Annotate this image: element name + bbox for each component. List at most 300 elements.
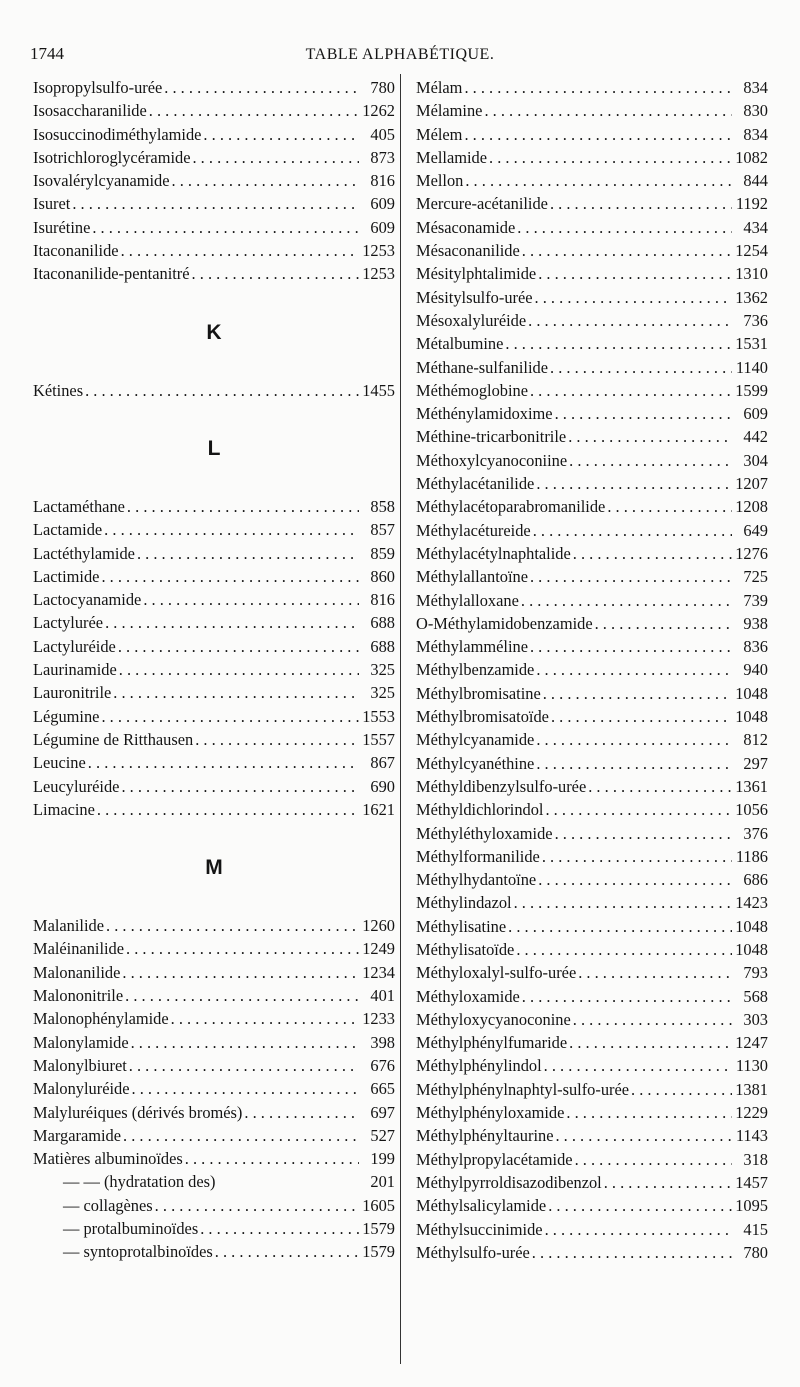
entry-term: Isopropylsulfo-urée [33, 78, 163, 97]
entry-term: — — (hydratation des) [63, 1172, 216, 1192]
entry-term: Méthylpropylacétamide [416, 1149, 573, 1169]
index-entry [33, 192, 395, 215]
index-entry [416, 519, 768, 542]
dot-leader [102, 518, 359, 541]
index-entry [33, 542, 395, 565]
entry-page-number: 665 [370, 1079, 395, 1099]
index-entry [416, 705, 768, 728]
entry-page-number: 736 [743, 310, 768, 330]
index-entry [33, 984, 395, 1007]
dot-leader [553, 402, 732, 425]
index-entry [33, 611, 395, 634]
entry-term: Limacine [33, 799, 95, 819]
entry-page-number: 1048 [735, 916, 768, 936]
dot-leader [183, 1147, 359, 1170]
entry-term: — syntoprotalbinoïdes [63, 1242, 213, 1262]
dot-leader [514, 938, 732, 961]
entry-term: Isosaccharanilide [33, 101, 147, 121]
entry-term: Mélamine [416, 101, 483, 121]
entry-term: Méthylphénylindol [416, 1056, 542, 1076]
index-entry [33, 1007, 395, 1030]
dot-leader [512, 891, 732, 914]
entry-page-number: 1310 [735, 264, 768, 284]
entry-page-number: 816 [370, 590, 395, 610]
index-entry [416, 309, 768, 332]
entry-page-number: 1208 [735, 497, 768, 517]
entry-page-number: 1579 [362, 1218, 395, 1238]
running-title: TABLE ALPHABÉTIQUE. [305, 46, 495, 63]
entry-page-number: 1082 [735, 147, 768, 167]
index-entry [33, 518, 395, 541]
entry-term: Isurétine [33, 217, 91, 237]
index-entry [33, 1077, 395, 1100]
dot-leader [520, 985, 732, 1008]
dot-leader [564, 1101, 732, 1124]
index-entry [416, 216, 768, 239]
dot-leader [95, 798, 359, 821]
dot-leader [462, 76, 732, 99]
dot-leader [534, 472, 732, 495]
index-entry [33, 495, 395, 518]
entry-term: Isuret [33, 194, 71, 214]
index-entry [33, 1054, 395, 1077]
entry-term: Méthénylamidoxime [416, 404, 553, 424]
dot-leader [127, 1054, 359, 1077]
entry-page-number: 649 [743, 520, 768, 540]
entry-page-number: 780 [370, 78, 395, 97]
entry-term: Méthine-tricarbonitrile [416, 427, 567, 447]
entry-term: Malonylamide [33, 1032, 129, 1052]
dot-leader [553, 822, 732, 845]
entry-page-number: 527 [370, 1125, 395, 1145]
entry-page-number: 609 [370, 194, 395, 214]
dot-leader [141, 588, 359, 611]
dot-leader [104, 914, 359, 937]
index-entry [33, 1147, 395, 1170]
index-entry [33, 123, 395, 146]
page-number: 1744 [30, 44, 64, 63]
dot-leader [515, 216, 732, 239]
dot-leader [526, 309, 732, 332]
index-entry [33, 76, 395, 99]
index-entry [33, 705, 395, 728]
dot-leader [503, 332, 732, 355]
entry-page-number: 1095 [735, 1196, 768, 1216]
index-entry [33, 681, 395, 704]
dot-leader [520, 239, 732, 262]
entry-page-number: 1249 [362, 939, 395, 959]
entry-term: Méthylbromisatoïde [416, 707, 549, 727]
entry-page-number: 938 [743, 613, 768, 633]
entry-term: Laurinamide [33, 660, 117, 680]
dot-leader [534, 658, 732, 681]
index-entry [416, 798, 768, 821]
entry-term: Méthylacétoparabromanilide [416, 497, 606, 517]
index-entry [416, 402, 768, 425]
entry-term: Lactylurée [33, 613, 104, 633]
entry-term: Méthylhydantoïne [416, 870, 537, 890]
dot-leader [121, 1124, 359, 1147]
entry-term: Méthane-sulfanilide [416, 357, 548, 377]
index-entry [33, 239, 395, 262]
entry-page-number: 442 [743, 427, 768, 447]
entry-term: — protalbuminoïdes [63, 1218, 199, 1238]
entry-term: Mellon [416, 171, 464, 191]
entry-term: Leucine [33, 753, 86, 773]
dot-leader [534, 728, 732, 751]
index-entry [416, 612, 768, 635]
entry-page-number: 1048 [735, 707, 768, 727]
index-entry [416, 449, 768, 472]
entry-page-number: 405 [370, 124, 395, 144]
dot-leader [576, 961, 732, 984]
entry-term: Lactaméthane [33, 496, 125, 516]
entry-term: Méthylformanilide [416, 846, 540, 866]
dot-leader [602, 1171, 732, 1194]
dot-leader [201, 123, 359, 146]
entry-term: Méthyléthyloxamide [416, 823, 553, 843]
dot-leader [462, 123, 732, 146]
index-entry [416, 1218, 768, 1241]
entry-term: — collagènes [63, 1195, 153, 1215]
dot-leader [86, 751, 359, 774]
entry-term: Malonyluréide [33, 1079, 130, 1099]
entry-page-number: 303 [743, 1009, 768, 1029]
index-column-left [33, 76, 395, 1264]
entry-page-number: 1130 [735, 1056, 768, 1076]
entry-term: Lauronitrile [33, 683, 112, 703]
index-entry [33, 588, 395, 611]
index-entry [416, 915, 768, 938]
entry-term: Lactamide [33, 520, 103, 540]
index-entry [416, 169, 768, 192]
entry-term: Itaconanilide-pentanitré [33, 264, 190, 284]
index-entry [416, 682, 768, 705]
index-entry [416, 123, 768, 146]
entry-page-number: 1233 [362, 1009, 395, 1029]
dot-leader [111, 681, 359, 704]
entry-page-number: 568 [743, 986, 768, 1006]
dot-leader [213, 1240, 359, 1263]
entry-page-number: 376 [743, 823, 768, 843]
entry-page-number: 1207 [735, 474, 768, 494]
dot-leader [546, 1194, 732, 1217]
entry-page-number: 1455 [362, 380, 395, 400]
column-divider [400, 74, 401, 1364]
entry-term: Méthylpyrroldisazodibenzol [416, 1172, 602, 1192]
entry-term: Méthylphényloxamide [416, 1103, 565, 1123]
index-entry [33, 216, 395, 239]
dot-leader [116, 635, 359, 658]
dot-leader [536, 868, 732, 891]
entry-page-number: 780 [743, 1242, 768, 1262]
index-entry [33, 1194, 395, 1217]
index-entry [416, 822, 768, 845]
entry-term: Méthylcyanamide [416, 730, 535, 750]
dot-leader [103, 611, 359, 634]
entry-page-number: 1362 [735, 287, 768, 307]
dot-leader [528, 565, 732, 588]
dot-leader [123, 984, 359, 1007]
dot-leader [549, 705, 732, 728]
entry-page-number: 1186 [735, 846, 768, 866]
section-letter: K [206, 320, 222, 344]
entry-term: Méthylphénylfumaride [416, 1033, 568, 1053]
entry-term: Lactéthylamide [33, 543, 135, 563]
entry-term: Mélam [416, 78, 463, 97]
entry-term: Méthylbenzamide [416, 660, 535, 680]
dot-leader [463, 169, 732, 192]
index-entry [416, 589, 768, 612]
entry-page-number: 873 [370, 147, 395, 167]
dot-leader [153, 1194, 359, 1217]
index-entry [416, 938, 768, 961]
entry-term: Mésaconanilide [416, 241, 520, 261]
dot-leader [147, 99, 359, 122]
entry-page-number: 1621 [362, 799, 395, 819]
index-entry [416, 1241, 768, 1264]
dot-leader [99, 565, 359, 588]
entry-page-number: 325 [370, 660, 395, 680]
entry-term: Méthylalloxane [416, 590, 519, 610]
entry-page-number: 1276 [735, 543, 768, 563]
entry-page-number: 325 [370, 683, 395, 703]
index-entry [416, 146, 768, 169]
entry-term: Kétines [33, 380, 84, 400]
index-entry [33, 565, 395, 588]
entry-page-number: 297 [743, 753, 768, 773]
dot-leader [487, 146, 732, 169]
entry-term: Méthylisatine [416, 916, 507, 936]
index-entry [416, 635, 768, 658]
entry-term: Méthylamméline [416, 637, 528, 657]
dot-leader [170, 169, 359, 192]
index-entry [33, 751, 395, 774]
entry-page-number: 1361 [735, 776, 768, 796]
dot-leader [593, 612, 732, 635]
index-entry [33, 937, 395, 960]
index-entry [33, 99, 395, 122]
dot-leader [169, 1007, 359, 1030]
index-entry [416, 891, 768, 914]
index-entry [416, 961, 768, 984]
index-entry [33, 146, 395, 169]
dot-leader [90, 216, 359, 239]
index-entry [416, 239, 768, 262]
entry-term: Itaconanilide [33, 241, 119, 261]
entry-page-number: 1605 [362, 1195, 395, 1215]
index-entry [33, 1031, 395, 1054]
index-entry [33, 262, 395, 285]
dot-leader [190, 262, 359, 285]
entry-term: Mellamide [416, 147, 488, 167]
entry-page-number: 1579 [362, 1242, 395, 1262]
entry-term: Légumine [33, 706, 100, 726]
entry-term: Mésoxalyluréide [416, 310, 527, 330]
dot-leader [129, 1031, 359, 1054]
index-entry [33, 1124, 395, 1147]
entry-page-number: 1262 [362, 101, 395, 121]
dot-leader [530, 1241, 732, 1264]
dot-leader [99, 705, 359, 728]
dot-leader [548, 192, 732, 215]
entry-term: Leucyluréide [33, 776, 120, 796]
dot-leader [571, 1008, 732, 1031]
index-entry [33, 775, 395, 798]
index-entry [416, 565, 768, 588]
index-entry [416, 1054, 768, 1077]
entry-term: Méthylallantoïne [416, 567, 528, 587]
entry-page-number: 858 [370, 496, 395, 516]
entry-term: Méthylacétylnaphtalide [416, 543, 571, 563]
dot-leader [528, 379, 732, 402]
entry-page-number: 1048 [735, 683, 768, 703]
entry-page-number: 1056 [735, 800, 768, 820]
index-entry [33, 914, 395, 937]
dot-leader [135, 542, 359, 565]
index-entry [33, 635, 395, 658]
dot-leader [70, 192, 359, 215]
entry-term: Méthylacétanilide [416, 474, 535, 494]
entry-term: Margaramide [33, 1125, 121, 1145]
dot-leader [124, 937, 359, 960]
entry-page-number: 1234 [362, 962, 395, 982]
index-entry [416, 985, 768, 1008]
entry-term: Méthyldibenzylsulfo-urée [416, 776, 587, 796]
entry-term: Mélem [416, 124, 463, 144]
dot-leader [193, 728, 359, 751]
entry-page-number: 1247 [735, 1033, 768, 1053]
index-entry [416, 356, 768, 379]
entry-term: Méthylcyanéthine [416, 753, 535, 773]
entry-page-number: 199 [370, 1149, 395, 1169]
entry-page-number: 1557 [362, 729, 395, 749]
index-entry [416, 99, 768, 122]
entry-term: Malononitrile [33, 986, 124, 1006]
index-entry [416, 425, 768, 448]
dot-leader [198, 1217, 359, 1240]
entry-term: Matières albuminoïdes [33, 1149, 183, 1169]
entry-term: Méthyloxalyl-sulfo-urée [416, 963, 577, 983]
entry-page-number: 415 [743, 1219, 768, 1239]
entry-page-number: 1253 [362, 241, 395, 261]
entry-page-number: 793 [743, 963, 768, 983]
entry-term: Méthylacétureide [416, 520, 531, 540]
index-entry [416, 1194, 768, 1217]
entry-page-number: 1253 [362, 264, 395, 284]
index-entry [416, 262, 768, 285]
dot-leader [567, 449, 732, 472]
entry-page-number: 686 [743, 870, 768, 890]
entry-term: Méthylindazol [416, 893, 512, 913]
index-entry [416, 752, 768, 775]
index-entry [33, 798, 395, 821]
index-entry [416, 286, 768, 309]
entry-page-number: 676 [370, 1055, 395, 1075]
entry-page-number: 816 [370, 171, 395, 191]
dot-leader [586, 775, 732, 798]
entry-term: Méthylphényltaurine [416, 1126, 554, 1146]
dot-leader [519, 589, 732, 612]
entry-page-number: 1143 [735, 1126, 768, 1146]
entry-page-number: 688 [370, 613, 395, 633]
entry-term: Méthylsulfo-urée [416, 1242, 530, 1262]
entry-page-number: 434 [743, 217, 768, 237]
dot-leader [605, 495, 732, 518]
section-letter: L [207, 436, 221, 460]
entry-term: Isovalérylcyanamide [33, 171, 170, 191]
entry-page-number: 1140 [735, 357, 768, 377]
entry-term: Malanilide [33, 916, 105, 936]
entry-term: Isosuccinodiméthylamide [33, 124, 202, 144]
entry-page-number: 834 [743, 124, 768, 144]
dot-leader [534, 752, 732, 775]
index-entry [416, 1148, 768, 1171]
index-entry [416, 728, 768, 751]
dot-leader [83, 379, 359, 402]
dot-leader [531, 519, 732, 542]
entry-page-number: 398 [370, 1032, 395, 1052]
entry-page-number: 690 [370, 776, 395, 796]
entry-page-number: 1260 [362, 916, 395, 936]
index-entry [416, 1031, 768, 1054]
entry-page-number: 834 [743, 78, 768, 97]
entry-page-number: 860 [370, 566, 395, 586]
entry-page-number: 201 [370, 1172, 395, 1192]
dot-leader [543, 1218, 732, 1241]
entry-page-number: 1229 [735, 1103, 768, 1123]
dot-leader [242, 1101, 359, 1124]
entry-term: Maléinanilide [33, 939, 125, 959]
entry-page-number: 1381 [735, 1079, 768, 1099]
entry-term: Mercure-acétanilide [416, 194, 548, 214]
index-entry [416, 472, 768, 495]
entry-page-number: 739 [743, 590, 768, 610]
entry-term: Mésaconamide [416, 217, 516, 237]
dot-leader [528, 635, 732, 658]
index-entry [416, 1008, 768, 1031]
entry-page-number: 1048 [735, 939, 768, 959]
entry-page-number: 401 [370, 986, 395, 1006]
index-entry [416, 495, 768, 518]
dot-leader [119, 775, 359, 798]
entry-term: Méthémoglobine [416, 380, 528, 400]
index-entry [33, 1217, 395, 1240]
index-entry [416, 845, 768, 868]
entry-page-number: 609 [743, 404, 768, 424]
index-entry [416, 332, 768, 355]
dot-leader [120, 961, 359, 984]
entry-page-number: 812 [743, 730, 768, 750]
entry-term: Malonanilide [33, 962, 121, 982]
entry-page-number: 318 [743, 1149, 768, 1169]
dot-leader [553, 1124, 732, 1147]
index-entry [33, 1101, 395, 1124]
dot-leader [506, 915, 732, 938]
entry-page-number: 697 [370, 1102, 395, 1122]
entry-page-number: 844 [743, 171, 768, 191]
entry-term: Malonophénylamide [33, 1009, 169, 1029]
index-entry [416, 76, 768, 99]
dot-leader [536, 262, 732, 285]
dot-leader [125, 495, 359, 518]
index-entry [416, 658, 768, 681]
entry-page-number: 1553 [362, 706, 395, 726]
dot-leader [543, 798, 732, 821]
index-entry [33, 728, 395, 751]
entry-page-number: 859 [370, 543, 395, 563]
index-entry [416, 379, 768, 402]
